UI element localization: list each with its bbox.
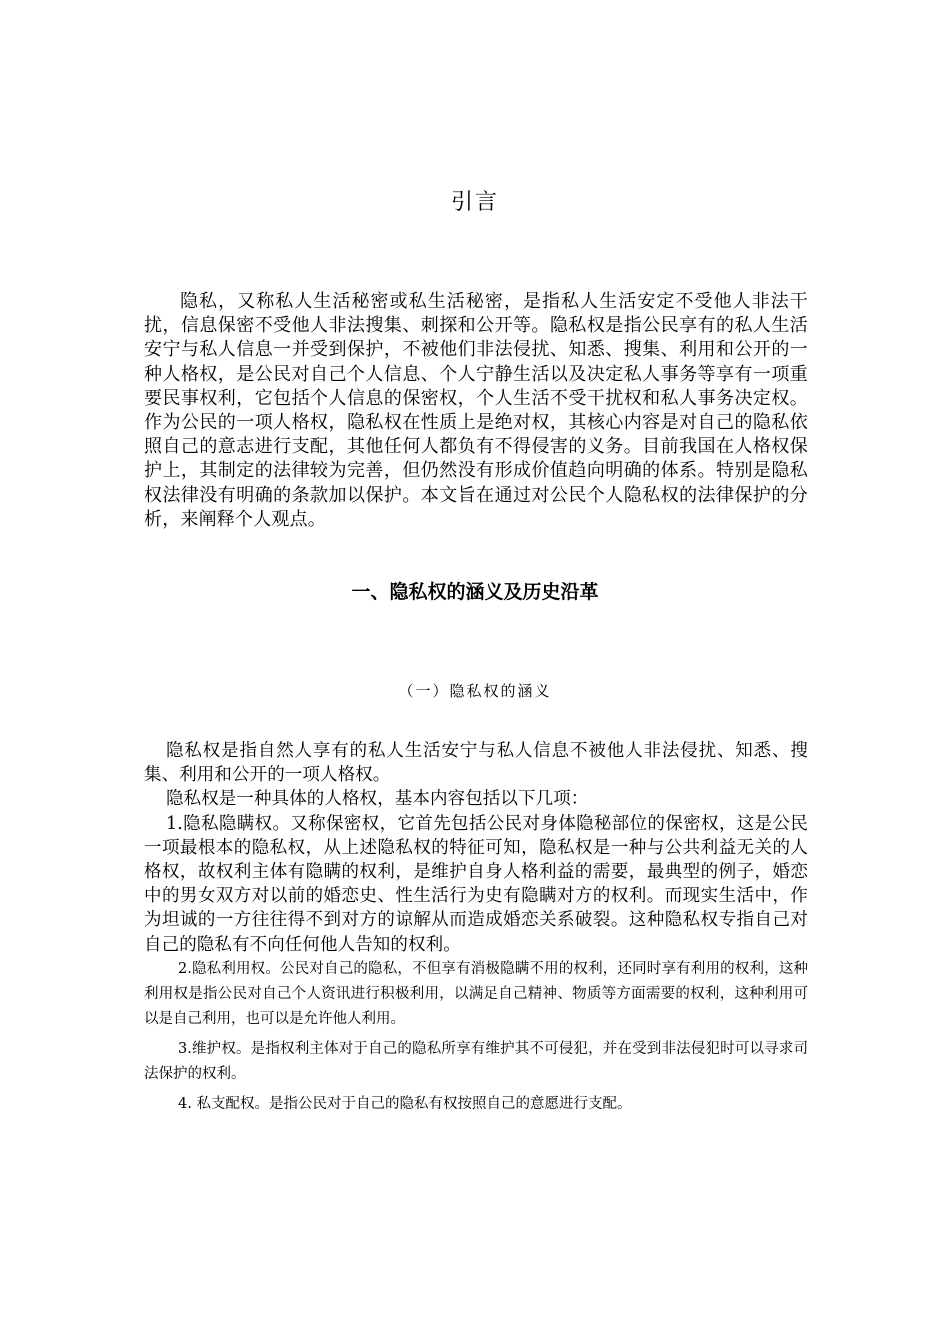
list-item-3: 3.维护权。是指权利主体对于自己的隐私所享有维护其不可侵犯，并在受到非法侵犯时可以寻求司法保护的权利。 bbox=[144, 1040, 808, 1082]
intro-block bbox=[144, 290, 808, 532]
definition-paragraph: 隐私权是指自然人享有的私人生活安宁与私人信息不被他人非法侵扰、知悉、搜集、利用和公开的一项人格权。 bbox=[144, 741, 808, 786]
section-body bbox=[144, 739, 808, 1117]
section-heading: 一、隐私权的涵义及历史沿革 bbox=[351, 581, 599, 603]
subsection-heading: （一）隐私权的涵义 bbox=[398, 682, 552, 700]
intro-paragraph: 隐私，又称私人生活秘密或私生活秘密，是指私人生活安定不受他人非法干扰，信息保密不受他人非法搜集、刺探和公开等。隐私权是指公民享有的私人生活安宁与私人信息一并受到保护，不被他们非法侵扰、知悉、搜集、利用和公开的一种人格权，是公民对自己个人信息、个人宁静生活以及决定私人事务等享有一项重要民事权利，它包括个人信息的保密权，个人生活不受干扰权和私人事务决定权。作为公民的一项人格权，隐私权在性质上是绝对权，其核心内容是对自己的隐私依照自己的意志进行支配，其他任何人都负有不得侵害的义务。目前我国在人格权保护上，其制定的法律较为完善，但仍然没有形成价值趋向明确的体系。特别是隐私权法律没有明确的条款加以保护。本文旨在通过对公民个人隐私权的法律保护的分析，来阐释个人观点。 bbox=[144, 291, 808, 530]
page-title: 引言 bbox=[450, 190, 499, 215]
list-item-2: 2.隐私利用权。公民对自己的隐私，不但享有消极隐瞒不用的权利，还同时享有利用的权利，这种利用权是指公民对自己个人资讯进行积极利用，以满足自己精神、物质等方面需要的权利，这种利用可以是自己利用，也可以是允许他人利用。 bbox=[144, 960, 808, 1027]
content-intro-paragraph: 隐私权是一种具体的人格权，基本内容包括以下几项： bbox=[166, 789, 589, 810]
list-item-4: 4. 私支配权。是指公民对于自己的隐私有权按照自己的意愿进行支配。 bbox=[178, 1095, 632, 1112]
list-item-1: 1.隐私隐瞒权。又称保密权，它首先包括公民对身体隐秘部位的保密权，这是公民一项最根本的隐私权，从上述隐私权的特征可知，隐私权是一种与公共利益无关的人格权，故权利主体有隐瞒的权利，是维护自身人格利益的需要，最典型的例子，婚恋中的男女双方对以前的婚恋史、性生活行为史有隐瞒对方的权利。而现实生活中，作为坦诚的一方往往得不到对方的谅解从而造成婚恋关系破裂。这种隐私权专指自己对自己的隐私有不向任何他人告知的权利。 bbox=[144, 813, 808, 955]
